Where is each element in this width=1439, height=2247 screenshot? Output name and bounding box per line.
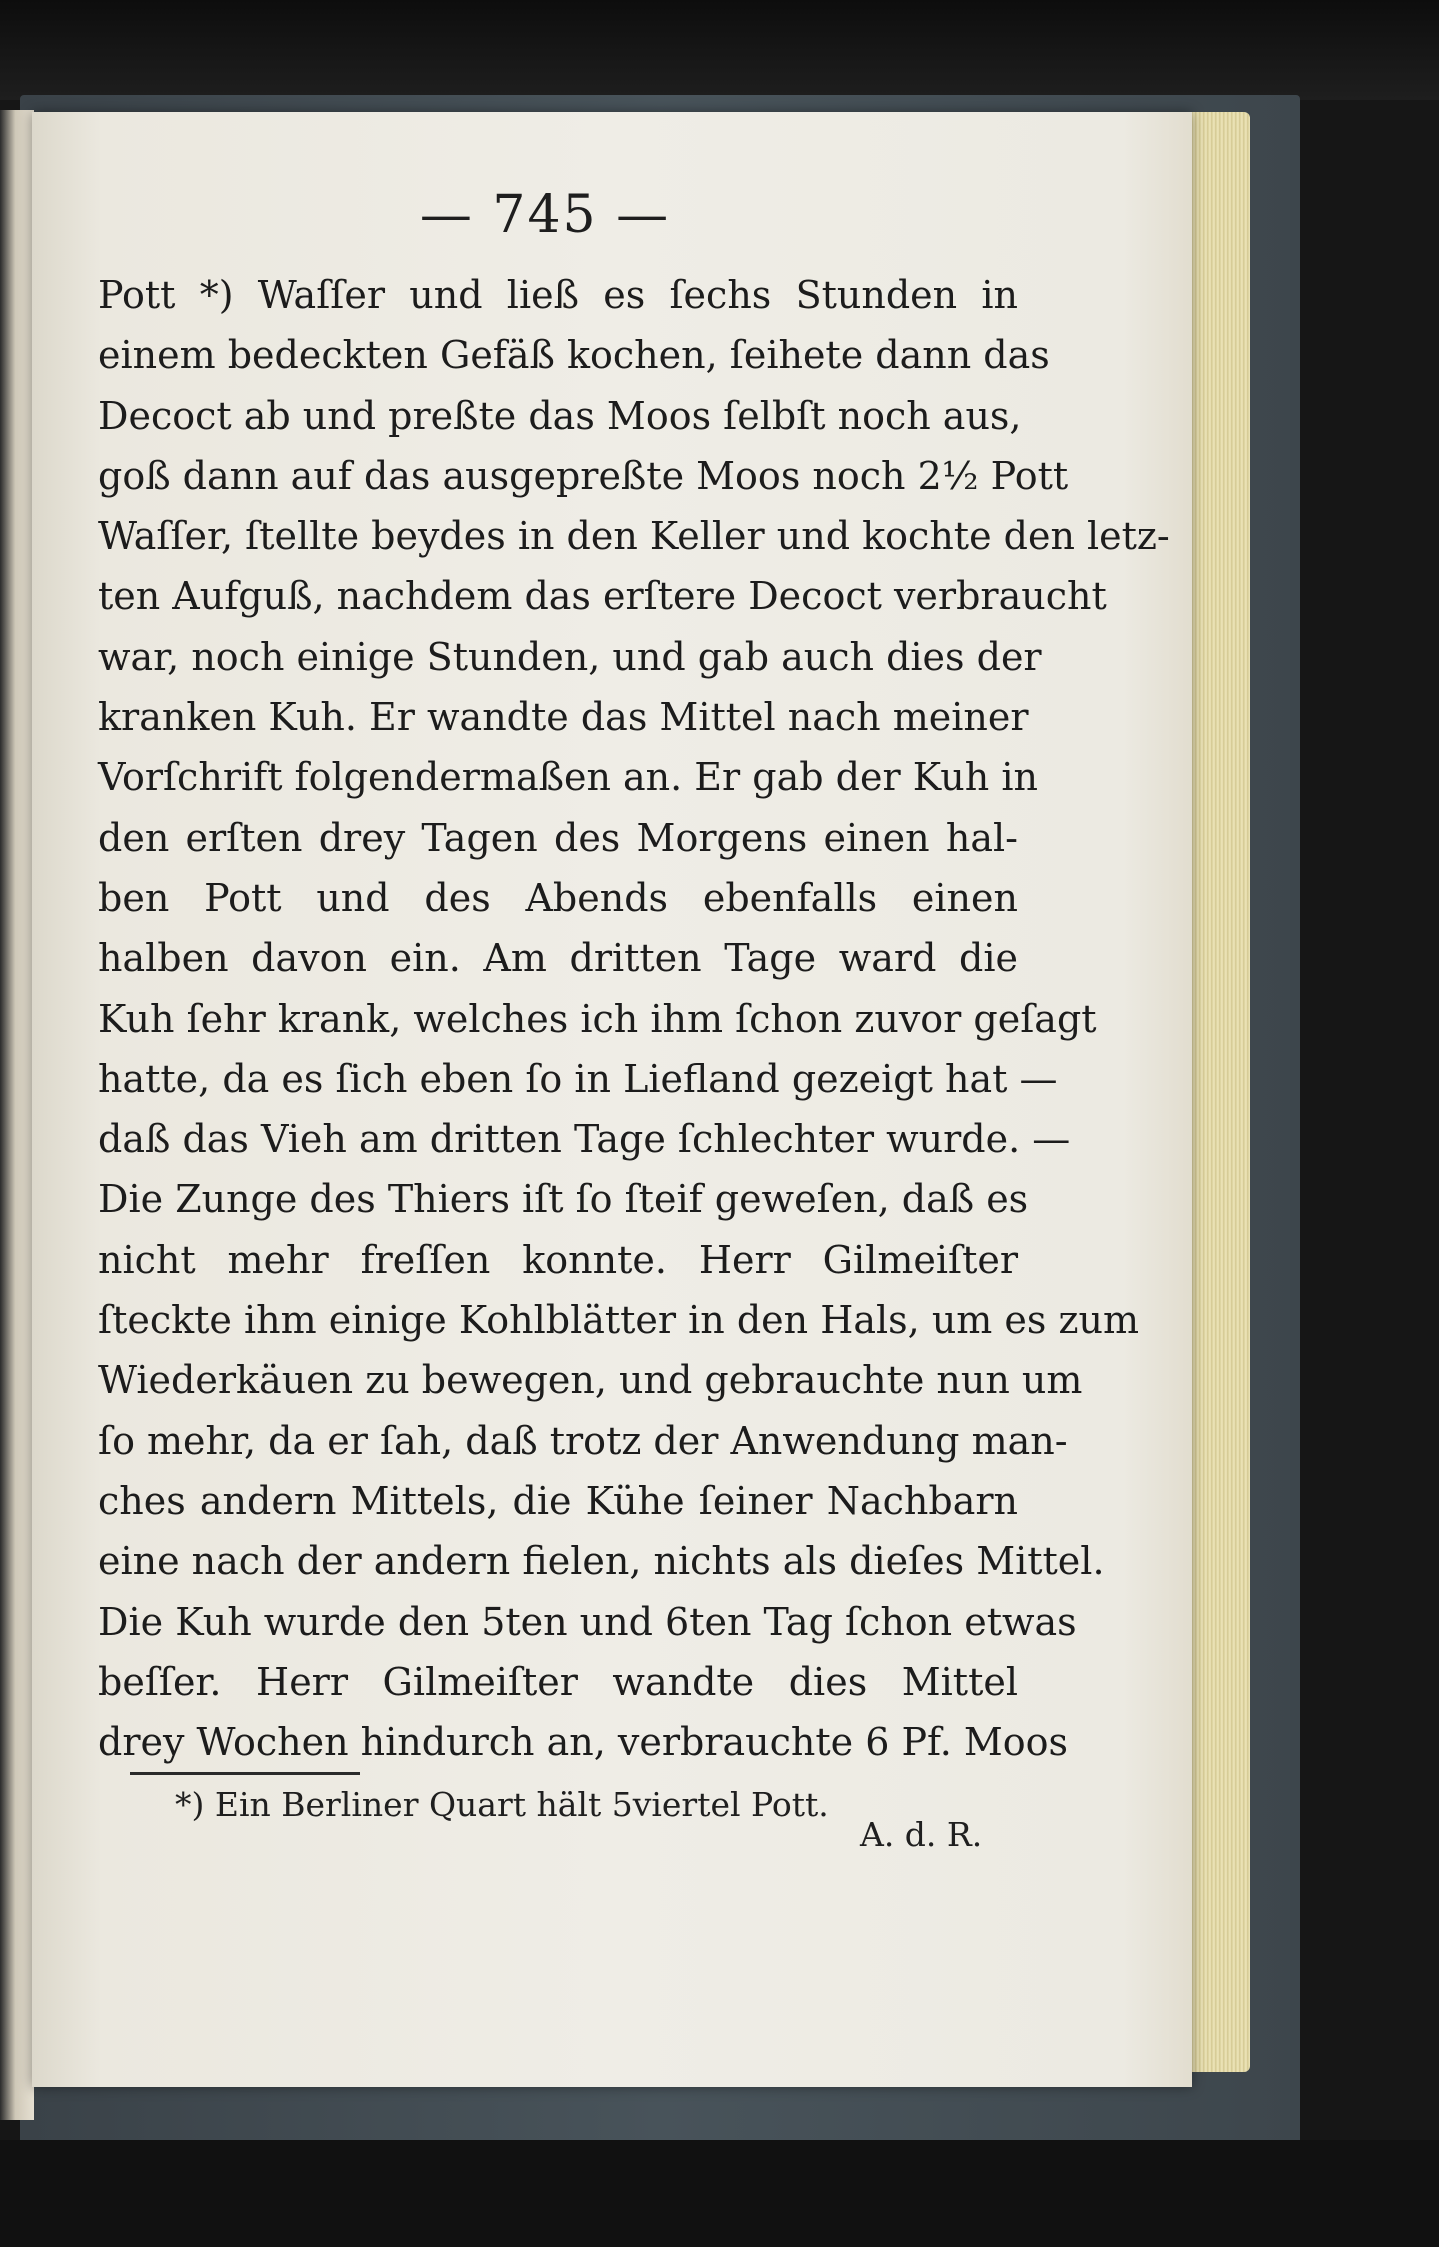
previous-page-edge [0,110,34,2120]
text-line: den erſten drey Tagen des Morgens einen hal- [98,815,1018,860]
backdrop [0,0,1439,100]
backdrop-bottom [0,2140,1439,2247]
text-line: daß das Vieh am dritten Tage ſchlechter wurde. — [98,1117,1071,1162]
text-line: Kuh ſehr krank, welches ich ihm ſchon zuvor geſagt [98,996,1097,1041]
text-line: Vorſchrift folgendermaßen an. Er gab der Kuh in [98,755,1038,800]
text-line: ſo mehr, da er ſah, daß trotz der Anwendung man- [98,1418,1068,1463]
text-line: ben Pott und des Abends ebenfalls einen [98,875,1018,920]
text-line: drey Wochen hindurch an, verbrauchte 6 Pf. Moos [98,1720,1069,1765]
body-text [98,265,1170,1772]
text-line: ſteckte ihm einige Kohlblätter in den Hals, um es zum [98,1298,1140,1343]
text-line: war, noch einige Stunden, und gab auch dies der [98,634,1042,679]
footnote-rule [130,1772,360,1775]
text-line: Die Zunge des Thiers iſt ſo ſteif geweſen, daß es [98,1177,1029,1222]
text-line: Pott *) Waſſer und ließ es ſechs Stunden in [98,273,1018,317]
text-line: Wiederkäuen zu bewegen, und gebrauchte nun um [98,1358,1083,1403]
text-line: ten Aufguß, nachdem das erſtere Decoct verbraucht [98,574,1107,619]
text-line: eine nach der andern fielen, nichts als dieſes Mittel. [98,1539,1105,1584]
text-line: Waſſer, ſtellte beydes in den Keller und kochte den letz- [98,514,1170,559]
text-line: halben davon ein. Am dritten Tage ward die [98,936,1018,981]
text-line: nicht mehr freſſen konnte. Herr Gilmeiſter [98,1237,1018,1282]
text-line: kranken Kuh. Er wandte das Mittel nach meiner [98,695,1029,740]
page-number: — 745 — [419,185,671,245]
footnote-signature: A. d. R. [860,1815,983,1854]
text-line: Decoct ab und preßte das Moos ſelbſt noch aus, [98,393,1022,438]
text-line: einem bedeckten Gefäß kochen, ſeihete dann das [98,333,1050,378]
text-line: beſſer. Herr Gilmeiſter wandte dies Mittel [98,1659,1018,1704]
text-line: Die Kuh wurde den 5ten und 6ten Tag ſchon etwas [98,1599,1077,1644]
footnote: *) Ein Berliner Quart hält 5viertel Pott. [175,1785,829,1824]
text-line: hatte, da es ſich eben ſo in Liefland gezeigt hat — [98,1056,1058,1101]
text-line: ches andern Mittels, die Kühe ſeiner Nachbarn [98,1478,1018,1523]
text-line: goß dann auf das ausgepreßte Moos noch 2½ Pott [98,453,1069,498]
